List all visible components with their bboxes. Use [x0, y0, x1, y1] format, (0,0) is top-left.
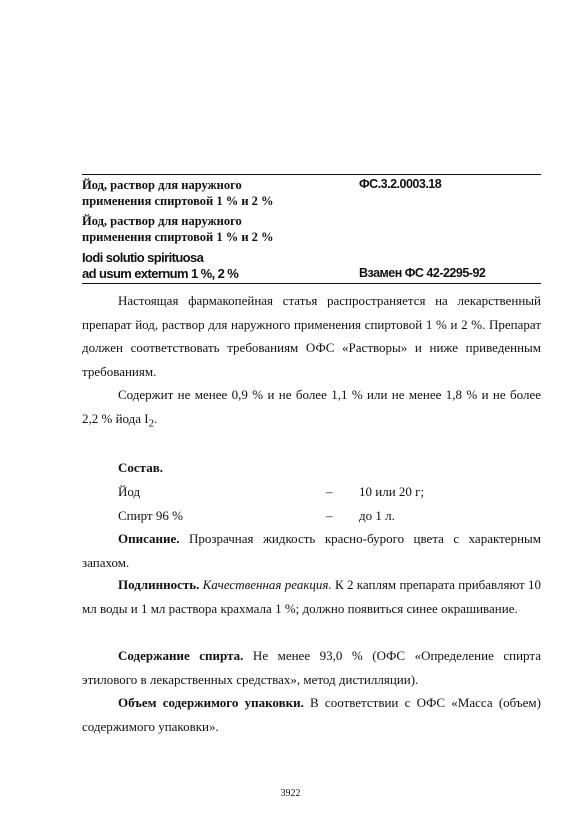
volume-paragraph — [82, 691, 541, 738]
volume-text: В соответствии с ОФС «Масса (объем) содержимого упаковки». — [82, 695, 541, 734]
header-bottom-rule — [82, 283, 541, 284]
authenticity-italic: Качественная реакция. — [199, 577, 332, 592]
alcohol-paragraph — [82, 644, 541, 691]
monograph-title-ru — [82, 177, 274, 209]
intro-paragraph: Настоящая фармакопейная статья распространяется на лекарственный препарат йод, раствор для наружного применения спиртовой 1 % и 2 %. Препарат должен соответствовать требованиям ОФС «Растворы» и ниже приведенным требованиям. — [82, 293, 541, 379]
authenticity-text: К 2 каплям препарата прибавляют 10 мл воды и 1 мл раствора крахмала 1 %; должно появиться синее окрашивание. — [82, 577, 542, 616]
latin-line-1: Iodi solutio spirituosa — [82, 250, 204, 265]
content-paragraph — [82, 383, 541, 436]
title-repeat-line-2: применения спиртовой 1 % и 2 % — [82, 230, 274, 244]
header-top-rule — [82, 174, 541, 175]
volume-label: Объем содержимого упаковки. — [118, 695, 304, 710]
monograph-code: ФС.3.2.0003.18 — [359, 177, 442, 191]
title-repeat-line-1: Йод, раствор для наружного — [82, 214, 242, 228]
iodine-subscript: 2 — [148, 417, 155, 430]
authenticity-paragraph — [82, 573, 541, 620]
ingredient-dash: – — [326, 508, 333, 523]
title-line-2: применения спиртовой 1 % и 2 % — [82, 194, 274, 208]
replaces-code: Взамен ФС 42-2295-92 — [359, 266, 486, 280]
ingredient-dash: – — [326, 484, 333, 499]
title-line-1: Йод, раствор для наружного — [82, 178, 242, 192]
ingredient-name: Йод — [118, 484, 141, 499]
content-end: . — [154, 410, 158, 426]
page-number: 3922 — [280, 788, 301, 799]
composition-heading: Состав. — [118, 460, 163, 475]
alcohol-label: Содержание спирта. — [118, 648, 244, 663]
monograph-title-latin — [82, 250, 238, 282]
ingredient-amount: до 1 л. — [359, 508, 395, 523]
ingredient-amount: 10 или 20 г; — [359, 484, 425, 499]
description-label: Описание. — [118, 531, 180, 546]
ingredient-name: Спирт 96 % — [118, 508, 183, 523]
description-paragraph — [82, 527, 541, 574]
content-text: Содержит не менее 0,9 % и не более 1,1 % или не менее 1,8 % и не более 2,2 % йода I — [82, 387, 541, 426]
authenticity-label: Подлинность. — [118, 577, 200, 592]
monograph-title-ru-repeat — [82, 213, 274, 245]
alcohol-text: Не менее 93,0 % (ОФС «Определение спирта этилового в лекарственных средствах», метод дистилляции). — [82, 648, 541, 687]
description-text: Прозрачная жидкость красно-бурого цвета с характерным запахом. — [82, 531, 541, 570]
latin-line-2: ad usum externum 1 %, 2 % — [82, 266, 239, 281]
